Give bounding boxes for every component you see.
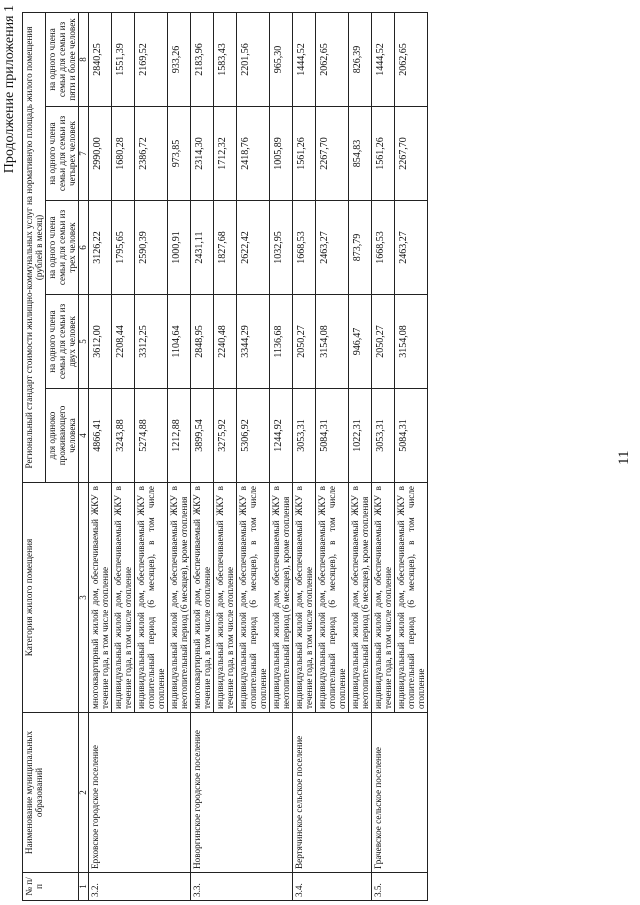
cost-value: 2463,27 [395,201,428,295]
cost-value: 2418,76 [237,107,270,201]
table-row [191,12,214,900]
header-col-8: на одного члена семьи для семьи из пяти и более человек [46,12,79,106]
cost-value: 965,30 [270,12,293,106]
cost-value: 1104,64 [168,295,191,389]
continuation-title: Продолжение приложения 1 [2,5,17,174]
row-number: 3.4. [293,873,372,901]
row-number: 3.3. [191,873,293,901]
housing-cost-standard-table [22,12,428,901]
header-num: № п/п [23,873,79,901]
housing-category: индивидуальный жилой дом, обеспечиваемый ЖКУ в неотопительный период (6 месяцев), кроме отопления [270,483,293,713]
cost-value: 1827,68 [214,201,237,295]
cost-value: 873,79 [349,201,372,295]
cost-value: 2062,65 [316,12,349,106]
cost-value: 3154,08 [316,295,349,389]
cost-value: 2062,65 [395,12,428,106]
cost-value: 1244,92 [270,389,293,483]
cost-value: 2267,70 [316,107,349,201]
row-number: 3.2. [89,873,191,901]
municipality-name: Вертячинское сельское поселение [293,713,372,873]
table-row [89,12,112,900]
cost-value: 1668,53 [372,201,395,295]
cost-value: 1032,95 [270,201,293,295]
cost-value: 3344,29 [237,295,270,389]
cost-value: 4866,41 [89,389,112,483]
housing-category: индивидуальный жилой дом, обеспечиваемый ЖКУ в отопительный период (6 месяцев), в том числе отопление [135,483,168,713]
column-number: 5 [79,295,89,389]
cost-value: 1022,31 [349,389,372,483]
cost-value: 3899,54 [191,389,214,483]
municipality-name: Ерховское городское поселение [89,713,191,873]
cost-value: 1561,26 [293,107,316,201]
cost-value: 1136,68 [270,295,293,389]
housing-category: индивидуальный жилой дом, обеспечиваемый ЖКУ в неотопительный период (6 месяцев), кроме отопления [349,483,372,713]
cost-value: 1795,65 [112,201,135,295]
cost-value: 2201,56 [237,12,270,106]
cost-value: 3243,88 [112,389,135,483]
municipality-name: Новоргинское городское поселение [191,713,293,873]
header-category: Категория жилого помещения [23,483,79,713]
cost-value: 3053,31 [372,389,395,483]
cost-value: 2169,52 [135,12,168,106]
column-number: 2 [79,713,89,873]
table-row [293,12,316,900]
column-number: 6 [79,201,89,295]
housing-category: индивидуальный жилой дом, обеспечиваемый ЖКУ в отопительный период (6 месяцев), в том числе отопление [395,483,428,713]
cost-value: 2386,72 [135,107,168,201]
cost-value: 1444,52 [293,12,316,106]
housing-category: индивидуальный жилой дом, обеспечиваемый ЖКУ в течение года, в том числе отопление [112,483,135,713]
cost-value: 1712,32 [214,107,237,201]
housing-category: индивидуальный жилой дом, обеспечиваемый ЖКУ в течение года, в том числе отопление [372,483,395,713]
column-number-row [79,12,89,900]
cost-value: 1680,28 [112,107,135,201]
cost-value: 2431,11 [191,201,214,295]
cost-value: 854,83 [349,107,372,201]
housing-category: индивидуальный жилой дом, обеспечиваемый ЖКУ в течение года, в том числе отопление [293,483,316,713]
column-number: 4 [79,389,89,483]
municipality-name: Грачевское сельское поселение [372,713,428,873]
cost-value: 2840,25 [89,12,112,106]
cost-value: 2590,39 [135,201,168,295]
page-number: 11 [616,450,632,465]
cost-value: 1583,43 [214,12,237,106]
cost-value: 3126,22 [89,201,112,295]
header-municipality: Наименование муниципальных образований [23,713,79,873]
cost-value: 3053,31 [293,389,316,483]
housing-category: многоквартирный жилой дом, обеспечиваемый ЖКУ в течение года, в том числе отопление [191,483,214,713]
header-col-6: на одного члена семьи для семьи из трех человек [46,201,79,295]
cost-value: 2240,48 [214,295,237,389]
cost-value: 1212,88 [168,389,191,483]
cost-value: 826,39 [349,12,372,106]
cost-value: 2050,27 [372,295,395,389]
cost-value: 2622,42 [237,201,270,295]
cost-value: 5306,92 [237,389,270,483]
cost-value: 3154,08 [395,295,428,389]
cost-value: 2267,70 [395,107,428,201]
housing-category: индивидуальный жилой дом, обеспечиваемый ЖКУ в отопительный период (6 месяцев), в том числе отопление [237,483,270,713]
cost-value: 933,26 [168,12,191,106]
cost-value: 3312,25 [135,295,168,389]
cost-value: 1005,89 [270,107,293,201]
housing-category: многоквартирный жилой дом, обеспечиваемый ЖКУ в течение года, в том числе отопление [89,483,112,713]
header-col-7: на одного члена семьи для семьи из четырех человек [46,107,79,201]
cost-value: 2463,27 [316,201,349,295]
cost-value: 1668,53 [293,201,316,295]
cost-value: 1551,39 [112,12,135,106]
cost-value: 2314,30 [191,107,214,201]
column-number: 8 [79,12,89,106]
column-number: 7 [79,107,89,201]
cost-value: 946,47 [349,295,372,389]
column-number: 1 [79,873,89,901]
housing-category: индивидуальный жилой дом, обеспечиваемый ЖКУ в отопительный период (6 месяцев), в том числе отопление [316,483,349,713]
cost-value: 2990,00 [89,107,112,201]
housing-category: индивидуальный жилой дом, обеспечиваемый ЖКУ в неотопительный период (6 месяцев), кроме отопления [168,483,191,713]
cost-value: 5084,31 [395,389,428,483]
cost-value: 5274,88 [135,389,168,483]
cost-value: 973,85 [168,107,191,201]
row-number: 3.5. [372,873,428,901]
header-col-4: для одиноко проживающего человека [46,389,79,483]
header-row-1 [23,12,46,900]
cost-value: 5084,31 [316,389,349,483]
header-col-5: на одного члена семьи для семьи из двух человек [46,295,79,389]
table-body [89,12,428,900]
cost-value: 2848,95 [191,295,214,389]
cost-value: 1000,91 [168,201,191,295]
cost-value: 1561,26 [372,107,395,201]
cost-value: 2208,44 [112,295,135,389]
table-row [372,12,395,900]
cost-value: 2183,96 [191,12,214,106]
cost-value: 2050,27 [293,295,316,389]
housing-category: индивидуальный жилой дом, обеспечиваемый ЖКУ в течение года, в том числе отопление [214,483,237,713]
cost-value: 3612,00 [89,295,112,389]
cost-value: 1444,52 [372,12,395,106]
column-number: 3 [79,483,89,713]
cost-value: 3275,92 [214,389,237,483]
header-standard-group: Региональный стандарт стоимости жилищно-коммунальных услуг на нормативную площадь жилого помещения (рублей в месяц) [23,12,46,482]
